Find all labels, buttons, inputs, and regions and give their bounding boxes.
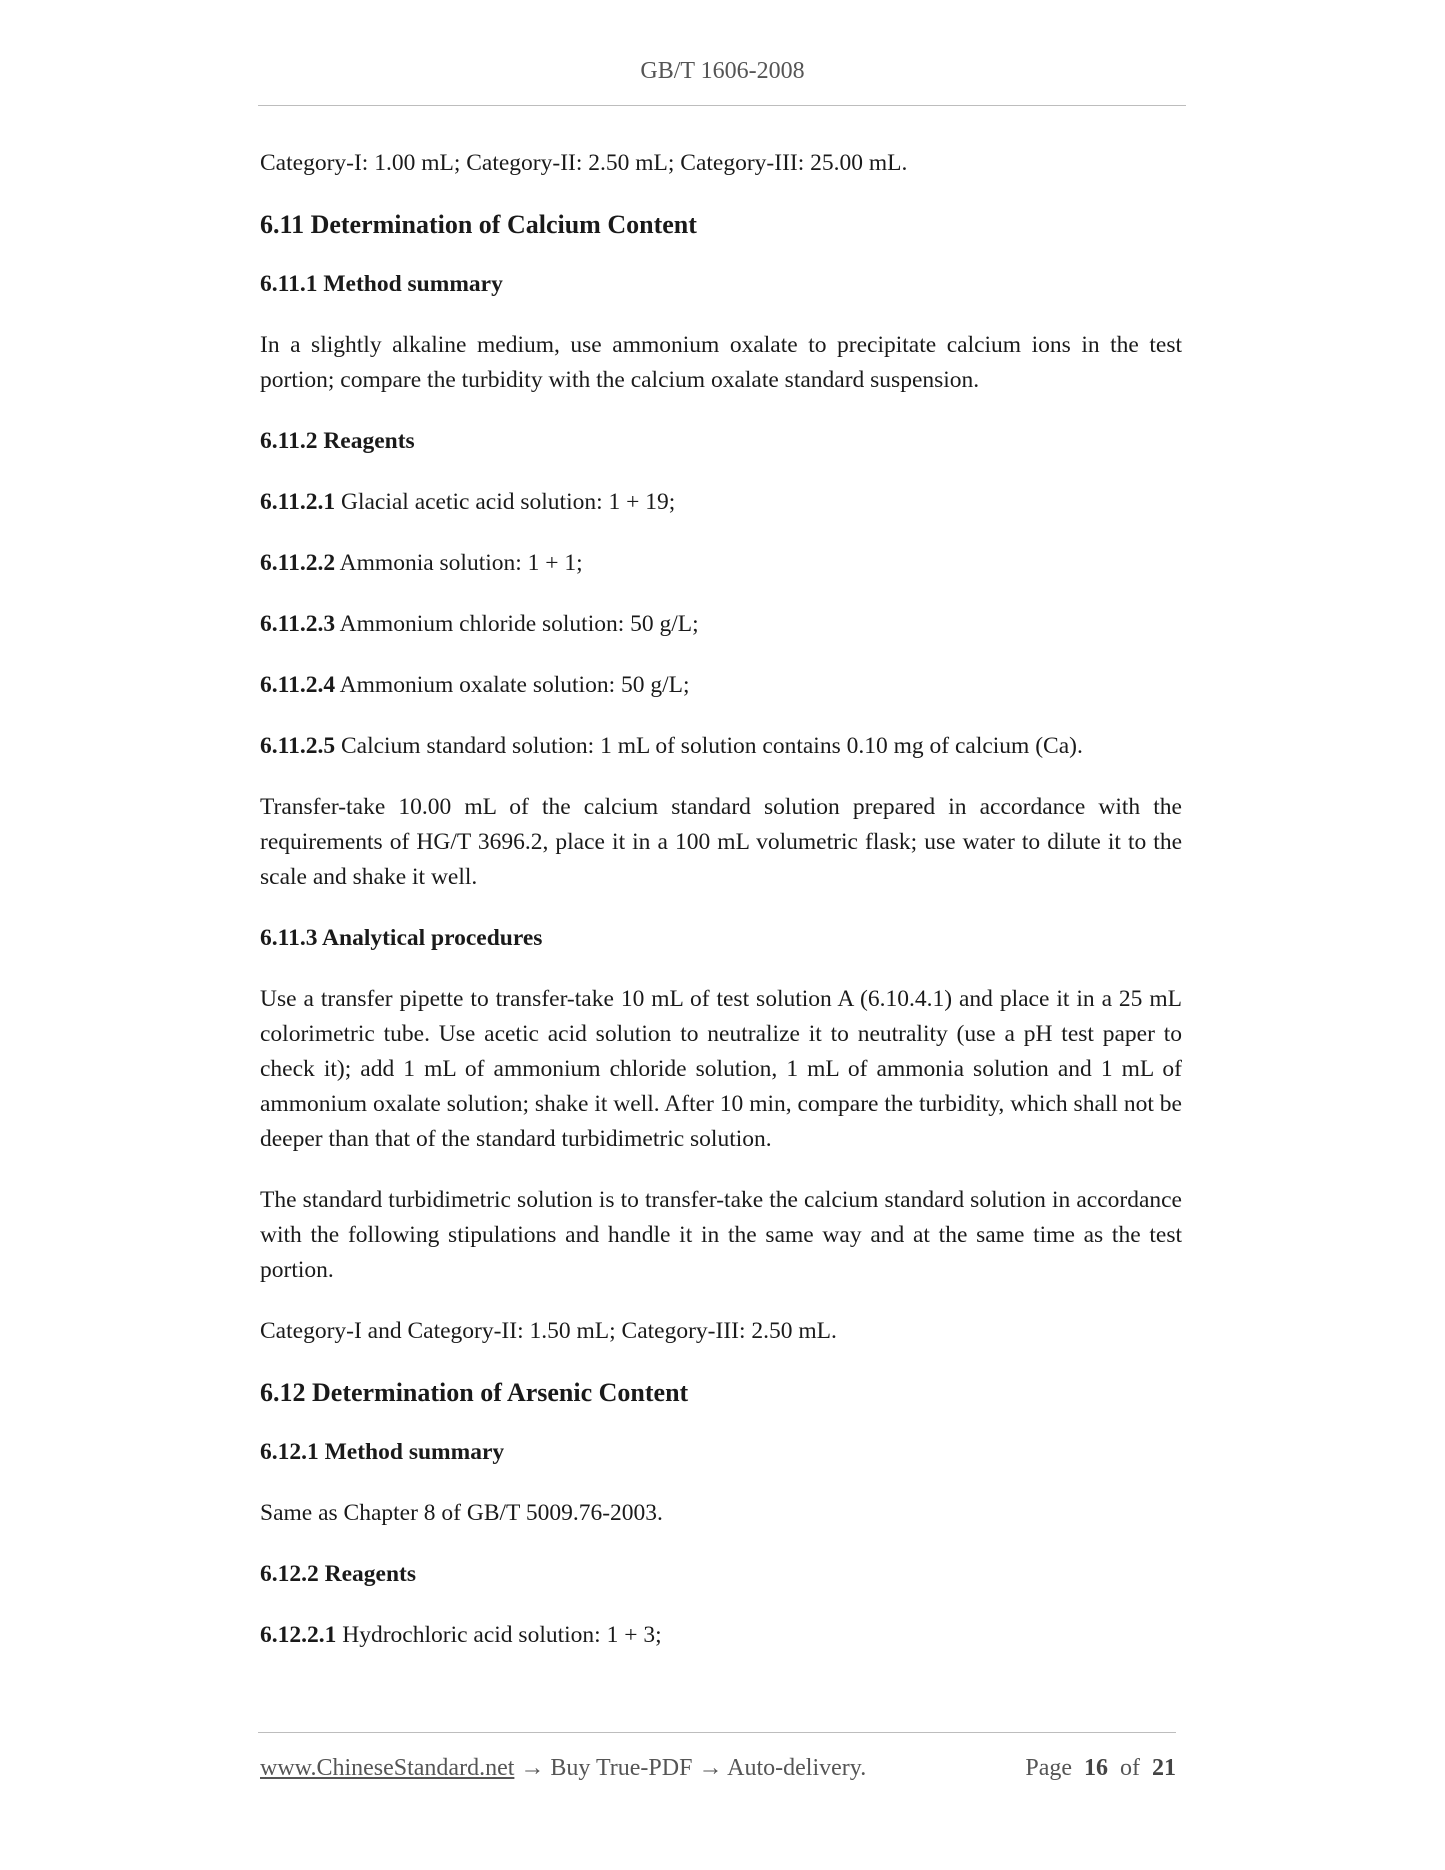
subsection-heading-6-11-2: 6.11.2 Reagents bbox=[260, 428, 415, 454]
paragraph-standard-preparation: Transfer-take 10.00 mL of the calcium standard solution prepared in accordance with the requirements of HG/T 3696.2, place it in a 100 mL volumetric flask; use water to dilute it to the scale and shake it well. bbox=[260, 794, 1182, 890]
subsection-heading-6-12-2: 6.12.2 Reagents bbox=[260, 1561, 416, 1587]
paragraph-method-summary: In a slightly alkaline medium, use ammonium oxalate to precipitate calcium ions in the test portion; compare the turbidity with the calcium oxalate standard suspension. bbox=[260, 332, 1182, 393]
subsection-heading-6-11-1: 6.11.1 Method summary bbox=[260, 271, 503, 297]
paragraph-analytical-procedure: Use a transfer pipette to transfer-take 10 mL of test solution A (6.10.4.1) and place it in a 25 mL colorimetric tube. Use acetic acid solution to neutralize it to neutrality (use a pH test paper to check it); add 1 mL of ammonium chloride solution, 1 mL of ammonia solution and 1 mL of ammonium oxalate solution; shake it well. After 10 min, compare the turbidity, which shall not be deeper than that of the standard turbidimetric solution. bbox=[260, 986, 1182, 1152]
reagent-number: 6.11.2.4 bbox=[260, 672, 336, 698]
page-number bbox=[1025, 1752, 1176, 1784]
reagent-text: Hydrochloric acid solution: 1 + 3; bbox=[336, 1622, 662, 1648]
reagent-item-6-11-2-3 bbox=[260, 607, 1182, 642]
reagent-text: Ammonia solution: 1 + 1; bbox=[335, 550, 583, 576]
reagent-text: Glacial acetic acid solution: 1 + 19; bbox=[335, 489, 676, 515]
header-divider bbox=[258, 105, 1186, 106]
paragraph-turbidimetric-solution: The standard turbidimetric solution is to transfer-take the calcium standard solution in accordance with the following stipulations and handle it in the same way and at the same time as the test portion. bbox=[260, 1187, 1182, 1283]
reagent-text: Calcium standard solution: 1 mL of solution contains 0.10 mg of calcium (Ca). bbox=[335, 733, 1083, 759]
current-page-number: 16 bbox=[1084, 1755, 1108, 1781]
reagent-number: 6.12.2.1 bbox=[260, 1622, 337, 1648]
reagent-item-6-11-2-1 bbox=[260, 485, 1182, 520]
paragraph-category-volumes-2: Category-I and Category-II: 1.50 mL; Category-III: 2.50 mL. bbox=[260, 1318, 837, 1344]
footer-promo bbox=[260, 1752, 866, 1784]
reagent-item-6-11-2-5 bbox=[260, 729, 1182, 764]
paragraph-arsenic-method: Same as Chapter 8 of GB/T 5009.76-2003. bbox=[260, 1500, 663, 1526]
subsection-heading-6-11-3: 6.11.3 Analytical procedures bbox=[260, 925, 543, 951]
section-heading-6-11: 6.11 Determination of Calcium Content bbox=[260, 210, 697, 239]
page-header-title: GB/T 1606-2008 bbox=[640, 58, 805, 84]
arrow-right-icon: → bbox=[514, 1755, 551, 1781]
of-label: of bbox=[1120, 1755, 1140, 1781]
reagent-text: Ammonium chloride solution: 50 g/L; bbox=[335, 611, 699, 637]
reagent-text: Ammonium oxalate solution: 50 g/L; bbox=[335, 672, 690, 698]
reagent-item-6-11-2-4 bbox=[260, 668, 1182, 703]
reagent-number: 6.11.2.2 bbox=[260, 550, 336, 576]
reagent-number: 6.11.2.5 bbox=[260, 733, 336, 759]
reagent-number: 6.11.2.3 bbox=[260, 611, 336, 637]
reagent-item-6-11-2-2 bbox=[260, 546, 1182, 581]
buy-pdf-text: Buy True-PDF bbox=[550, 1755, 693, 1781]
section-heading-6-12: 6.12 Determination of Arsenic Content bbox=[260, 1378, 689, 1407]
auto-delivery-text: Auto-delivery. bbox=[727, 1755, 867, 1781]
paragraph-category-volumes: Category-I: 1.00 mL; Category-II: 2.50 mL; Category-III: 25.00 mL. bbox=[260, 150, 908, 176]
arrow-right-icon: → bbox=[692, 1755, 728, 1781]
page-label: Page bbox=[1025, 1755, 1072, 1781]
subsection-heading-6-12-1: 6.12.1 Method summary bbox=[260, 1439, 505, 1465]
document-body bbox=[260, 146, 1182, 1679]
reagent-number: 6.11.2.1 bbox=[260, 489, 336, 515]
total-page-number: 21 bbox=[1152, 1755, 1176, 1781]
website-link[interactable]: www.ChineseStandard.net bbox=[260, 1755, 515, 1781]
footer-divider bbox=[258, 1732, 1176, 1733]
reagent-item-6-12-2-1 bbox=[260, 1618, 1182, 1653]
